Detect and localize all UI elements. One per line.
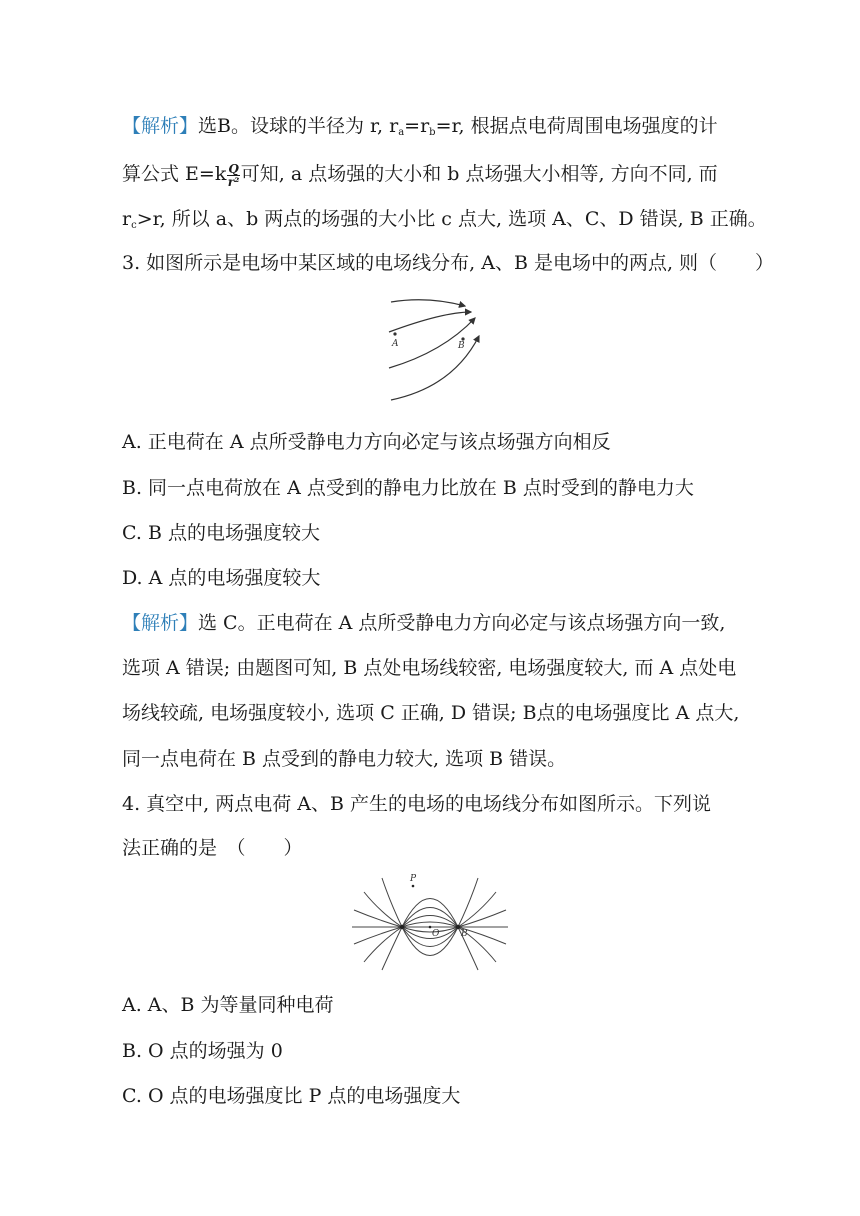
q3-option-d: D. A 点的电场强度较大	[122, 567, 321, 589]
text-segment: >r, 所以 a、b 两点的场强的大小比 c 点大, 选项 A、C、D 错误, B 正确。	[136, 208, 767, 230]
question-3-stem: 3. 如图所示是电场中某区域的电场线分布, A、B 是电场中的两点, 则（ ）	[122, 252, 775, 274]
analysis-line-2	[122, 162, 718, 188]
subscript: b	[429, 127, 436, 138]
text-segment: =r, 根据点电荷周围电场强度的计	[435, 115, 718, 137]
text-segment: 可知, a 点场强的大小和 b 点场强大小相等, 方向不同, 而	[240, 163, 718, 185]
text-segment: =r	[404, 115, 430, 137]
q3-option-c: C. B 点的电场强度较大	[122, 522, 320, 544]
question-4-stem-line-1: 4. 真空中, 两点电荷 A、B 产生的电场的电场线分布如图所示。下列说	[122, 793, 712, 815]
field-lines-figure	[383, 292, 503, 407]
q3-analysis-line-3: 场线较疏, 电场强度较小, 选项 C 正确, D 错误; B点的电场强度比 A 点大,	[122, 702, 740, 724]
analysis-line-1	[122, 114, 718, 145]
question-4-stem-line-2: 法正确的是 （ ）	[122, 837, 303, 859]
q4-option-b: B. O 点的场强为 0	[122, 1040, 283, 1062]
dipole-field-figure	[350, 872, 510, 972]
label-o: O	[432, 929, 440, 939]
fraction-numerator: Q	[228, 161, 239, 176]
analysis-tag: 【解析】	[122, 115, 199, 137]
label-a: A	[392, 339, 399, 349]
q4-option-a: A. A、B 为等量同种电荷	[122, 994, 334, 1016]
q4-option-c: C. O 点的电场强度比 P 点的电场强度大	[122, 1085, 461, 1107]
label-p: P	[410, 874, 417, 884]
label-b: B	[458, 341, 465, 351]
label-b: B	[461, 929, 468, 939]
q3-analysis-line-1	[122, 611, 725, 635]
q3-option-b: B. 同一点电荷放在 A 点受到的静电力比放在 B 点时受到的静电力大	[122, 477, 694, 499]
subscript: c	[131, 220, 137, 231]
text-segment: 选 C。正电荷在 A 点所受静电力方向必定与该点场强方向一致,	[198, 612, 726, 634]
text-segment: 选B。设球的半径为 r, r	[198, 115, 399, 137]
analysis-line-3	[122, 207, 767, 238]
subscript: a	[398, 127, 405, 138]
q3-analysis-line-2: 选项 A 错误; 由题图可知, B 点处电场线较密, 电场强度较大, 而 A 点处电	[122, 657, 737, 679]
text-segment: 算公式 E=k	[122, 163, 227, 185]
analysis-tag: 【解析】	[122, 612, 199, 634]
q3-option-a: A. 正电荷在 A 点所受静电力方向必定与该点场强方向相反	[122, 431, 611, 453]
q3-analysis-line-4: 同一点电荷在 B 点受到的静电力较大, 选项 B 错误。	[122, 748, 567, 770]
formula-fraction	[227, 163, 239, 188]
text-segment: r	[122, 208, 132, 230]
fraction-denominator: r²	[227, 174, 240, 189]
